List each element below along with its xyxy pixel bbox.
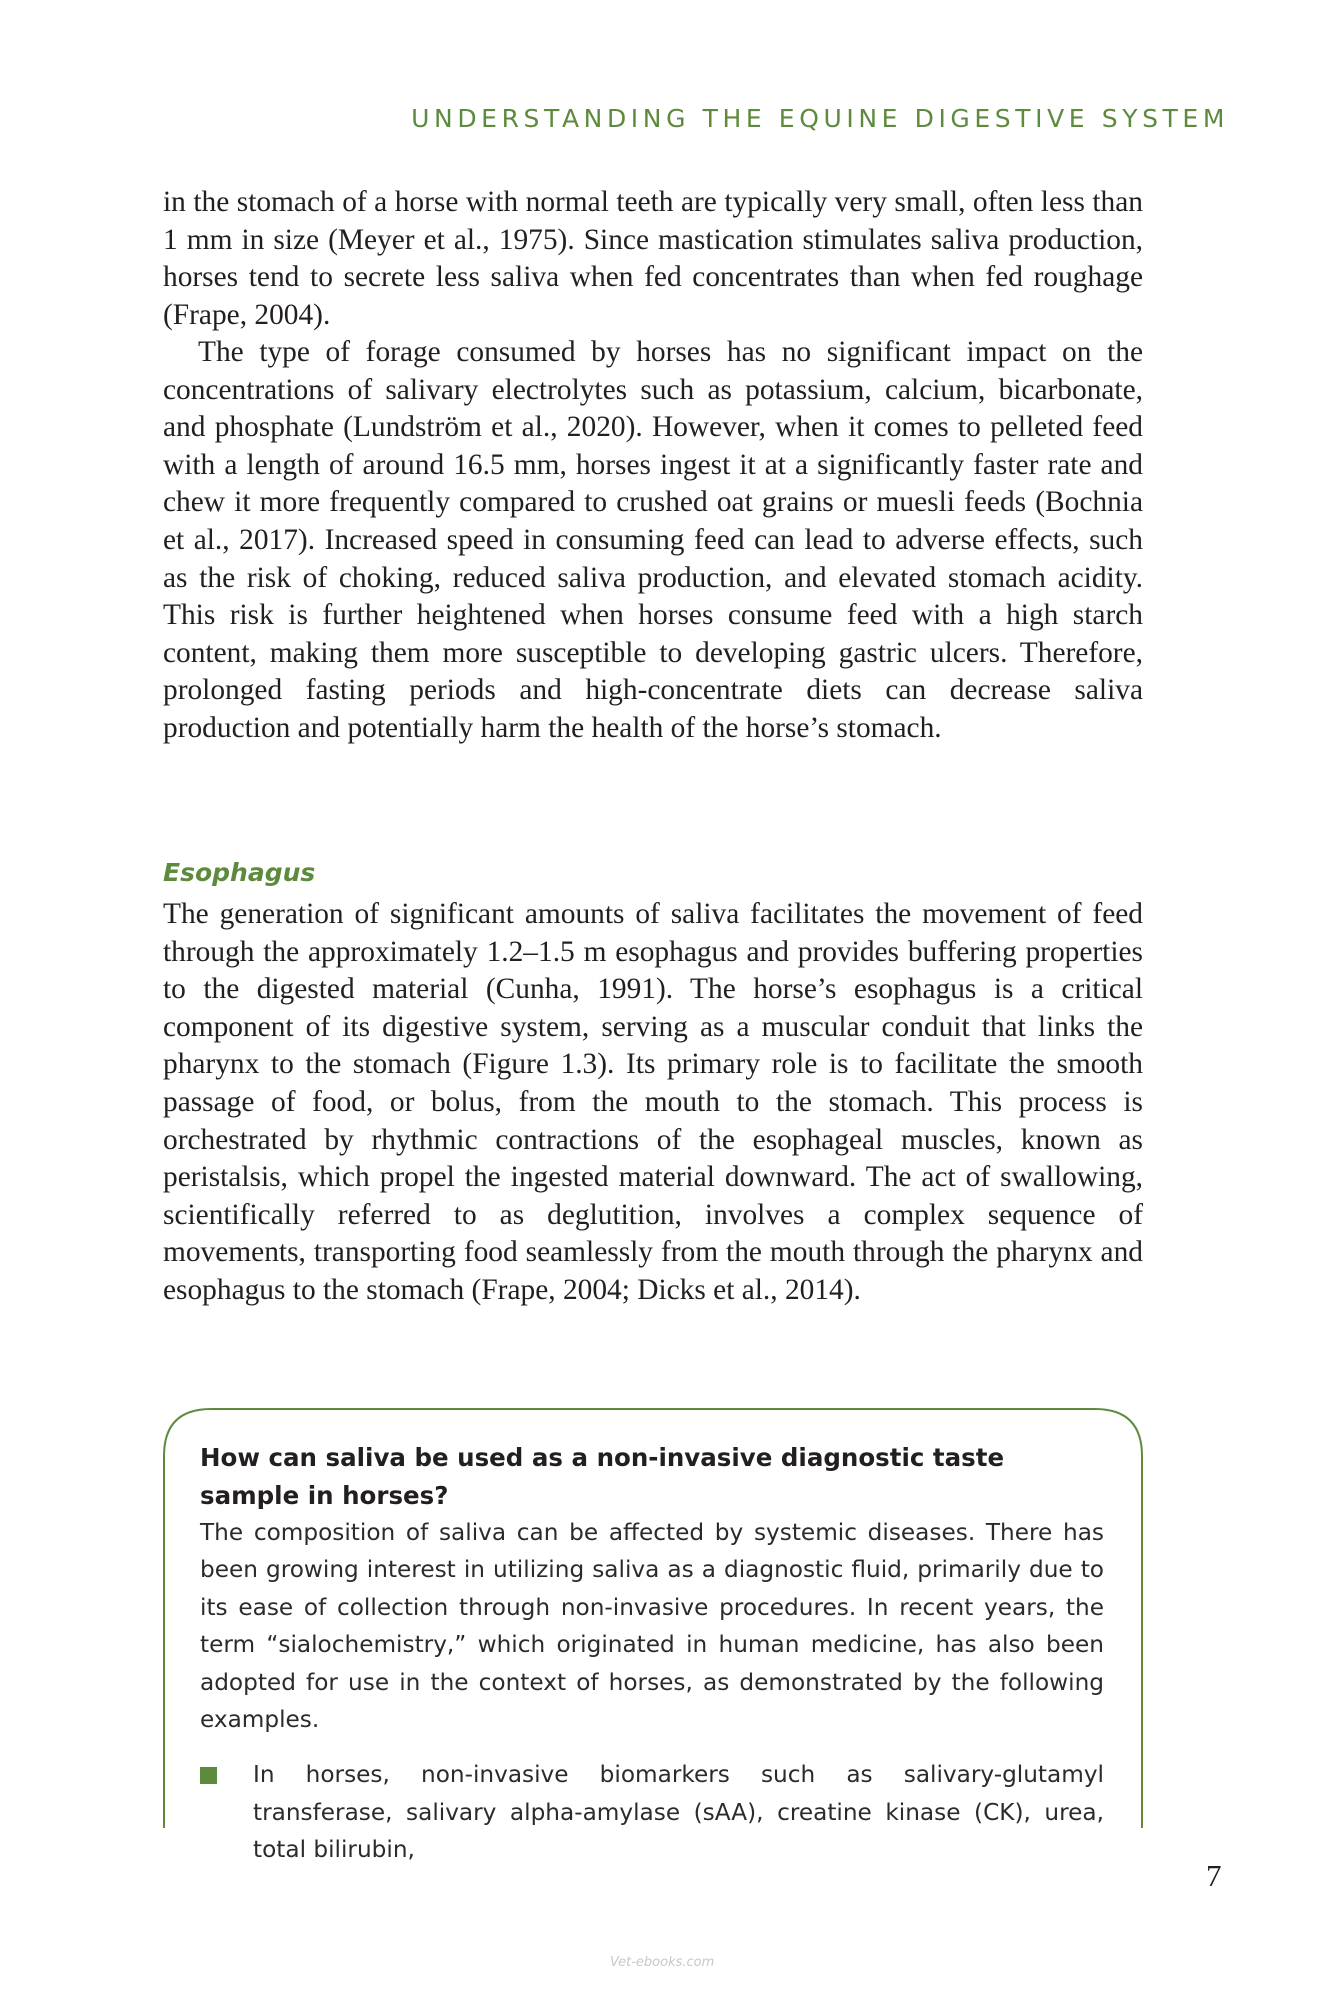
page-number: 7 xyxy=(1206,1858,1222,1893)
paragraph-1: in the stomach of a horse with normal teeth are typically very small, often less than 1 mm in size (Meyer et al., 1975). Since mastication stimulates saliva production, horses tend to secrete less saliva when fed concentrates than when fed roughage (Frape, 2004). xyxy=(163,186,1143,331)
paragraph-esophagus: The generation of significant amounts of saliva facilitates the movement of feed through the approximately 1.2–1.5 m esophagus and provides buffering properties to the digested material (Cunha, 1991). The horse’s esophagus is a critical component of its digestive system, serving as a muscular conduit that links the pharynx to the stomach (Figure 1.3). Its primary role is to facilitate the smooth passage of food, or bolus, from the mouth to the stomach. This process is orchestrated by rhythmic contractions of the esophageal muscles, known as peristalsis, which propel the ingested material downward. The act of swallowing, scientifically referred to as deglutition, involves a complex sequence of movements, transporting food seamlessly from the mouth through the pharynx and esophagus to the stomach (Frape, 2004; Dicks et al., 2014). xyxy=(163,898,1143,1306)
bullet-text: In horses, non-invasive biomarkers such as salivary-glutamyl transferase, salivary alpha-amylase (sAA), creatine kinase (CK), urea, total bilirubin, xyxy=(253,1761,1104,1864)
square-bullet-icon xyxy=(200,1767,217,1784)
paragraph-2: The type of forage consumed by horses has no significant impact on the concentrations of salivary electrolytes such as potassium, calcium, bicarbonate, and phosphate (Lundström et al., 2020). However, when it comes to pelleted feed with a length of around 16.5 mm, horses ingest it at a significantly faster rate and chew it more frequently compared to crushed oat grains or muesli feeds (Bochnia et al., 2017). Increased speed in consuming feed can lead to adverse effects, such as the risk of choking, reduced saliva production, and elevated stomach acidity. This risk is further heightened when horses consume feed with a high starch content, making them more susceptible to developing gastric ulcers. Therefore, prolonged fasting periods and high-concentrate diets can decrease saliva production and potentially harm the health of the horse’s stomach. xyxy=(163,336,1143,744)
section-heading-esophagus: Esophagus xyxy=(163,858,316,887)
list-item xyxy=(200,1756,1104,1868)
info-box-title: How can saliva be used as a non-invasive diagnostic taste sample in horses? xyxy=(200,1443,1005,1510)
info-box-body: The composition of saliva can be affected by systemic diseases. There has been growing interest in utilizing saliva as a diagnostic fluid, primarily due to its ease of collection through non-invasive procedures. In recent years, the term “sialochemistry,” which originated in human medicine, has also been adopted for use in the context of horses, as demonstrated by the following examples. xyxy=(200,1519,1104,1734)
info-box xyxy=(200,1439,1104,1869)
watermark: Vet-ebooks.com xyxy=(610,1955,715,1970)
running-head: UNDERSTANDING THE EQUINE DIGESTIVE SYSTEM xyxy=(411,104,1229,133)
